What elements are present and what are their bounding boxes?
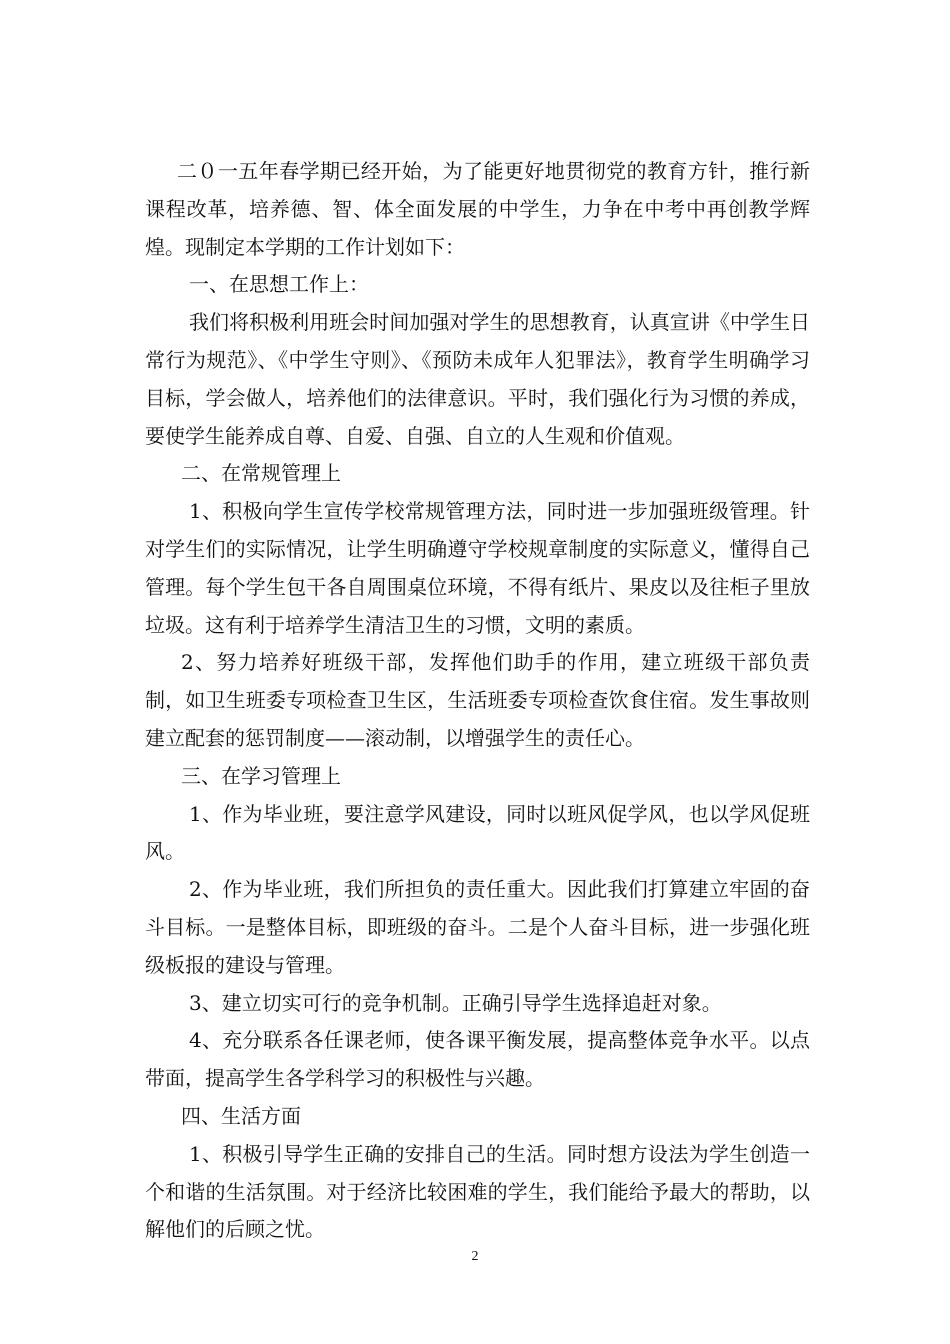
paragraph-study-2: 2、作为毕业班，我们所担负的责任重大。因此我们打算建立牢固的奋斗目标。一是整体目标，即班级的奋斗。二是个人奋斗目标，进一步强化班级板报的建设与管理。 — [145, 877, 810, 977]
paragraph-routine-2: 2、努力培养好班级干部，发挥他们助手的作用，建立班级干部负责制，如卫生班委专项检查卫生区，生活班委专项检查饮食住宿。发生事故则建立配套的惩罚制度——滚动制，以增强学生的责任心。 — [145, 650, 810, 750]
paragraph-thought-work: 我们将积极利用班会时间加强对学生的思想教育，认真宣讲《中学生日常行为规范》、《中学生守则》、《预防未成年人犯罪法》，教育学生明确学习目标，学会做人，培养他们的法律意识。平时，我们强化行为习惯的养成，要使学生能养成自尊、自爱、自强、自立的人生观和价值观。 — [145, 310, 810, 448]
paragraph-life-1: 1、积极引导学生正确的安排自己的生活。同时想方设法为学生创造一个和谐的生活氛围。对于经济比较困难的学生，我们能给予最大的帮助，以解他们的后顾之忧。 — [145, 1141, 810, 1242]
section-heading-routine-management: 二、在常规管理上 — [181, 461, 341, 486]
page-number: 2 — [471, 1249, 479, 1264]
section-heading-thought-work: 一、在思想工作上： — [189, 272, 369, 297]
document-body — [145, 153, 810, 1249]
section-heading-study-management: 三、在学习管理上 — [181, 763, 341, 788]
intro-paragraph: 二０一五年春学期已经开始，为了能更好地贯彻党的教育方针，推行新课程改革，培养德、智、体全面发展的中学生，力争在中考中再创教学辉煌。现制定本学期的工作计划如下： — [145, 159, 810, 259]
paragraph-study-4: 4、充分联系各任课老师，使各课平衡发展，提高整体竞争水平。以点带面，提高学生各学科学习的积极性与兴趣。 — [145, 1028, 810, 1091]
paragraph-study-3: 3、建立切实可行的竞争机制。正确引导学生选择追赶对象。 — [189, 990, 722, 1015]
paragraph-routine-1: 1、积极向学生宣传学校常规管理方法，同时进一步加强班级管理。针对学生们的实际情况，让学生明确遵守学校规章制度的实际意义，懂得自己管理。每个学生包干各自周围桌位环境，不得有纸片、果皮以及往柜子里放垃圾。这有利于培养学生清洁卫生的习惯，文明的素质。 — [145, 499, 810, 637]
section-heading-life: 四、生活方面 — [181, 1103, 301, 1128]
paragraph-study-1: 1、作为毕业班，要注意学风建设，同时以班风促学风，也以学风促班风。 — [145, 801, 810, 864]
